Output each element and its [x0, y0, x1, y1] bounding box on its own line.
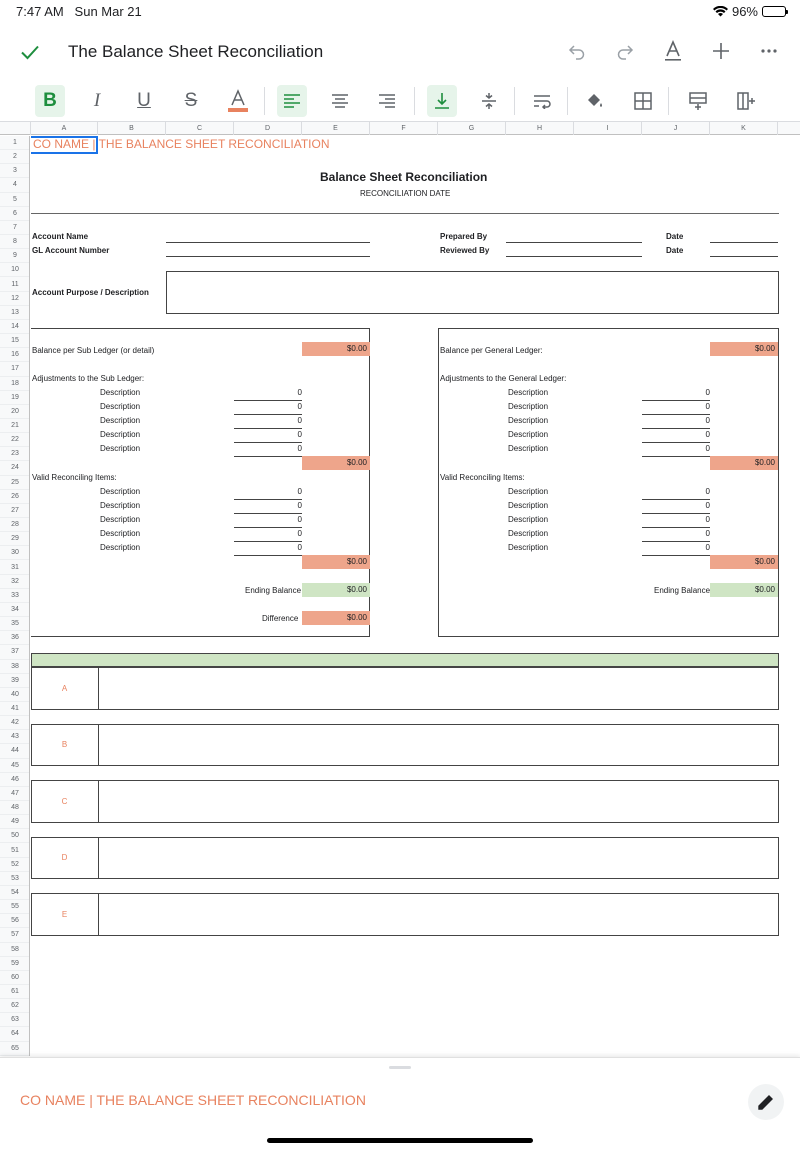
row-header[interactable]: 12	[0, 292, 30, 306]
column-headers	[0, 121, 800, 135]
amount-cell[interactable]: 0	[642, 515, 710, 528]
row-header[interactable]: 1	[0, 136, 30, 150]
row-header[interactable]: 60	[0, 971, 30, 985]
formula-panel	[0, 1057, 800, 1151]
row-header[interactable]: 65	[0, 1042, 30, 1056]
bold-icon[interactable]: B	[35, 85, 65, 117]
prepared-by-label: Prepared By	[440, 232, 488, 241]
amount-cell[interactable]: 0	[234, 529, 302, 542]
description-cell: Description	[508, 444, 549, 453]
amount-cell[interactable]: 0	[234, 487, 302, 500]
row-header[interactable]: 9	[0, 249, 30, 263]
row-header[interactable]: 20	[0, 405, 30, 419]
row-header[interactable]: 58	[0, 943, 30, 957]
row-header[interactable]: 52	[0, 858, 30, 872]
row-header[interactable]: 43	[0, 730, 30, 744]
note-letter: B	[61, 740, 68, 749]
row-header[interactable]: 64	[0, 1027, 30, 1041]
row-header[interactable]: 23	[0, 447, 30, 461]
description-cell: Description	[100, 430, 141, 439]
description-cell: Description	[508, 487, 549, 496]
description-cell: Description	[508, 543, 549, 552]
description-cell: Description	[508, 515, 549, 524]
row-header[interactable]: 6	[0, 207, 30, 221]
sub-ledger-adjustments-total[interactable]: $0.00	[302, 456, 370, 470]
description-cell: Description	[100, 529, 141, 538]
description-cell: Description	[508, 529, 549, 538]
row-header[interactable]: 14	[0, 320, 30, 334]
note-box-d[interactable]	[31, 837, 779, 879]
row-header[interactable]: 54	[0, 886, 30, 900]
sub-ledger-balance-value[interactable]: $0.00	[302, 342, 370, 356]
row-header[interactable]: 13	[0, 306, 30, 320]
row-header[interactable]: 16	[0, 348, 30, 362]
row-header[interactable]: 7	[0, 221, 30, 235]
text-format-icon[interactable]	[660, 38, 686, 64]
row-header[interactable]: 35	[0, 617, 30, 631]
corner-cell[interactable]	[0, 122, 31, 135]
valid-reconciling-total[interactable]: $0.00	[302, 555, 370, 569]
row-header[interactable]: 31	[0, 561, 30, 575]
row-header[interactable]: 41	[0, 702, 30, 716]
row-header[interactable]: 56	[0, 914, 30, 928]
row-header[interactable]: 49	[0, 815, 30, 829]
sheet-grid[interactable]	[31, 136, 800, 1056]
status-bar	[0, 0, 800, 24]
column-header[interactable]: H	[506, 122, 574, 135]
row-header[interactable]: 17	[0, 362, 30, 376]
row-header[interactable]: 24	[0, 461, 30, 475]
date-label: Date	[666, 246, 684, 255]
align-right-icon[interactable]	[372, 85, 402, 117]
row-header[interactable]: 28	[0, 518, 30, 532]
row-header[interactable]: 53	[0, 872, 30, 886]
amount-cell[interactable]: 0	[234, 444, 302, 457]
row-header[interactable]: 33	[0, 589, 30, 603]
date-label: Date	[666, 232, 684, 241]
insert-row-icon[interactable]	[683, 85, 713, 117]
description-cell: Description	[100, 515, 141, 524]
column-header[interactable]: D	[234, 122, 302, 135]
align-middle-icon[interactable]	[474, 85, 504, 117]
note-box-c[interactable]	[31, 780, 779, 823]
row-header[interactable]: 25	[0, 476, 30, 490]
column-header[interactable]: C	[166, 122, 234, 135]
sub-ledger-adjustments-label: Adjustments to the Sub Ledger:	[32, 374, 145, 383]
strikethrough-icon[interactable]: S	[184, 90, 198, 111]
description-cell: Description	[508, 430, 549, 439]
row-header[interactable]: 45	[0, 759, 30, 773]
row-header[interactable]: 39	[0, 674, 30, 688]
amount-cell[interactable]: 0	[642, 444, 710, 457]
description-cell: Description	[100, 388, 141, 397]
row-header[interactable]: 40	[0, 688, 30, 702]
row-header[interactable]: 3	[0, 164, 30, 178]
account-purpose-box[interactable]	[166, 271, 779, 314]
note-box-b[interactable]	[31, 724, 779, 766]
amount-cell[interactable]: 0	[234, 543, 302, 556]
fill-color-icon[interactable]	[580, 85, 610, 117]
amount-cell[interactable]: 0	[234, 430, 302, 443]
reviewed-by-label: Reviewed By	[440, 246, 490, 255]
reconciliation-date: RECONCILIATION DATE	[360, 189, 451, 198]
description-cell: Description	[508, 501, 549, 510]
row-header[interactable]: 27	[0, 504, 30, 518]
general-ledger-balance-label: Balance per General Ledger:	[440, 346, 543, 355]
row-header[interactable]: 22	[0, 433, 30, 447]
underline-icon[interactable]: U	[137, 90, 151, 111]
text-color-icon[interactable]	[223, 85, 253, 117]
valid-reconciling-total[interactable]: $0.00	[710, 555, 778, 569]
align-left-icon[interactable]	[277, 85, 307, 117]
note-box-e[interactable]	[31, 893, 779, 936]
description-cell: Description	[100, 543, 141, 552]
amount-cell[interactable]: 0	[234, 402, 302, 415]
row-header[interactable]: 2	[0, 150, 30, 164]
align-bottom-icon[interactable]	[427, 85, 457, 117]
row-headers	[0, 136, 30, 1056]
row-header[interactable]: 21	[0, 419, 30, 433]
amount-cell[interactable]: 0	[642, 388, 710, 401]
status-time: 7:47 AM Sun Mar 21	[16, 4, 142, 19]
notes-header-bar	[31, 653, 779, 667]
company-name-title: CO NAME | THE BALANCE SHEET RECONCILIATION	[33, 137, 330, 151]
amount-cell[interactable]: 0	[642, 529, 710, 542]
app-bar	[0, 30, 800, 74]
row-header[interactable]: 26	[0, 490, 30, 504]
insert-column-icon[interactable]	[731, 85, 761, 117]
row-header[interactable]: 19	[0, 391, 30, 405]
difference-value[interactable]: $0.00	[302, 611, 370, 625]
amount-cell[interactable]: 0	[642, 543, 710, 556]
amount-cell[interactable]: 0	[234, 388, 302, 401]
drag-handle[interactable]	[389, 1066, 411, 1069]
row-header[interactable]: 37	[0, 645, 30, 659]
borders-icon[interactable]	[628, 85, 658, 117]
column-header[interactable]: I	[574, 122, 642, 135]
check-icon[interactable]	[18, 40, 42, 64]
note-letter: A	[61, 684, 68, 693]
row-header[interactable]: 5	[0, 193, 30, 207]
row-header[interactable]: 15	[0, 334, 30, 348]
description-cell: Description	[100, 416, 141, 425]
gl-account-label: GL Account Number	[32, 246, 110, 255]
amount-cell[interactable]: 0	[234, 515, 302, 528]
column-header[interactable]: E	[302, 122, 370, 135]
home-indicator	[267, 1138, 533, 1143]
general-ledger-adjustments-total[interactable]: $0.00	[710, 456, 778, 470]
description-cell: Description	[508, 416, 549, 425]
amount-cell[interactable]: 0	[642, 487, 710, 500]
row-header[interactable]: 42	[0, 716, 30, 730]
row-header[interactable]: 62	[0, 999, 30, 1013]
row-header[interactable]: 46	[0, 773, 30, 787]
column-header[interactable]: J	[642, 122, 710, 135]
row-header[interactable]: 36	[0, 631, 30, 645]
row-header[interactable]: 57	[0, 928, 30, 942]
edit-pencil-icon[interactable]	[748, 1084, 784, 1120]
format-toolbar	[0, 83, 800, 119]
description-cell: Description	[508, 388, 549, 397]
row-header[interactable]: 47	[0, 787, 30, 801]
difference-label: Difference	[262, 614, 299, 623]
row-header[interactable]: 51	[0, 844, 30, 858]
italic-icon[interactable]: I	[93, 90, 101, 111]
amount-cell[interactable]: 0	[234, 416, 302, 429]
wifi-icon	[713, 6, 728, 17]
row-header[interactable]: 32	[0, 575, 30, 589]
column-header[interactable]: A	[31, 122, 98, 135]
valid-reconciling-label: Valid Reconciling Items:	[32, 473, 117, 482]
column-header[interactable]: B	[98, 122, 166, 135]
amount-cell[interactable]: 0	[642, 416, 710, 429]
more-icon[interactable]	[756, 38, 782, 64]
row-header[interactable]: 8	[0, 235, 30, 249]
ending-balance-value[interactable]: $0.00	[302, 583, 370, 597]
column-header[interactable]: F	[370, 122, 438, 135]
column-header[interactable]: K	[710, 122, 778, 135]
row-header[interactable]: 61	[0, 985, 30, 999]
ending-balance-value[interactable]: $0.00	[710, 583, 778, 597]
insert-icon[interactable]	[708, 38, 734, 64]
align-center-icon[interactable]	[325, 85, 355, 117]
row-header[interactable]: 30	[0, 546, 30, 560]
general-ledger-balance-value[interactable]: $0.00	[710, 342, 778, 356]
column-header[interactable]: G	[438, 122, 506, 135]
row-header[interactable]: 50	[0, 829, 30, 843]
description-cell: Description	[100, 501, 141, 510]
account-name-label: Account Name	[32, 232, 89, 241]
row-header[interactable]: 18	[0, 377, 30, 391]
amount-cell[interactable]: 0	[642, 430, 710, 443]
row-header[interactable]: 29	[0, 532, 30, 546]
note-letter: D	[61, 853, 68, 862]
note-box-a[interactable]	[31, 667, 779, 710]
note-letter: E	[61, 910, 68, 919]
wrap-text-icon[interactable]	[527, 85, 557, 117]
note-letter: C	[61, 797, 68, 806]
row-header[interactable]: 44	[0, 744, 30, 758]
row-header[interactable]: 34	[0, 603, 30, 617]
amount-cell[interactable]: 0	[642, 402, 710, 415]
row-header[interactable]: 38	[0, 660, 30, 674]
ending-balance-label: Ending Balance	[245, 586, 302, 595]
status-right	[713, 4, 786, 19]
battery-icon	[762, 6, 786, 17]
description-cell: Description	[100, 402, 141, 411]
formula-bar-content[interactable]: CO NAME | THE BALANCE SHEET RECONCILIATION	[20, 1092, 366, 1108]
redo-icon[interactable]	[612, 38, 638, 64]
row-header[interactable]: 63	[0, 1013, 30, 1027]
row-header[interactable]: 4	[0, 178, 30, 192]
amount-cell[interactable]: 0	[234, 501, 302, 514]
app-actions	[564, 38, 782, 64]
general-ledger-adjustments-label: Adjustments to the General Ledger:	[440, 374, 567, 383]
row-header[interactable]: 48	[0, 801, 30, 815]
document-title[interactable]: The Balance Sheet Reconciliation	[68, 42, 324, 61]
description-cell: Description	[100, 487, 141, 496]
row-header[interactable]: 11	[0, 278, 30, 292]
description-cell: Description	[508, 402, 549, 411]
main-title: Balance Sheet Reconciliation	[320, 170, 488, 184]
description-cell: Description	[100, 444, 141, 453]
row-header[interactable]: 10	[0, 263, 30, 277]
amount-cell[interactable]: 0	[642, 501, 710, 514]
sub-ledger-balance-label: Balance per Sub Ledger (or detail)	[32, 346, 155, 355]
row-header[interactable]: 59	[0, 957, 30, 971]
account-purpose-label: Account Purpose / Description	[32, 288, 149, 297]
undo-icon[interactable]	[564, 38, 590, 64]
ending-balance-label: Ending Balance	[654, 586, 711, 595]
valid-reconciling-label: Valid Reconciling Items:	[440, 473, 525, 482]
battery-percent: 96%	[731, 4, 758, 19]
row-header[interactable]: 55	[0, 900, 30, 914]
